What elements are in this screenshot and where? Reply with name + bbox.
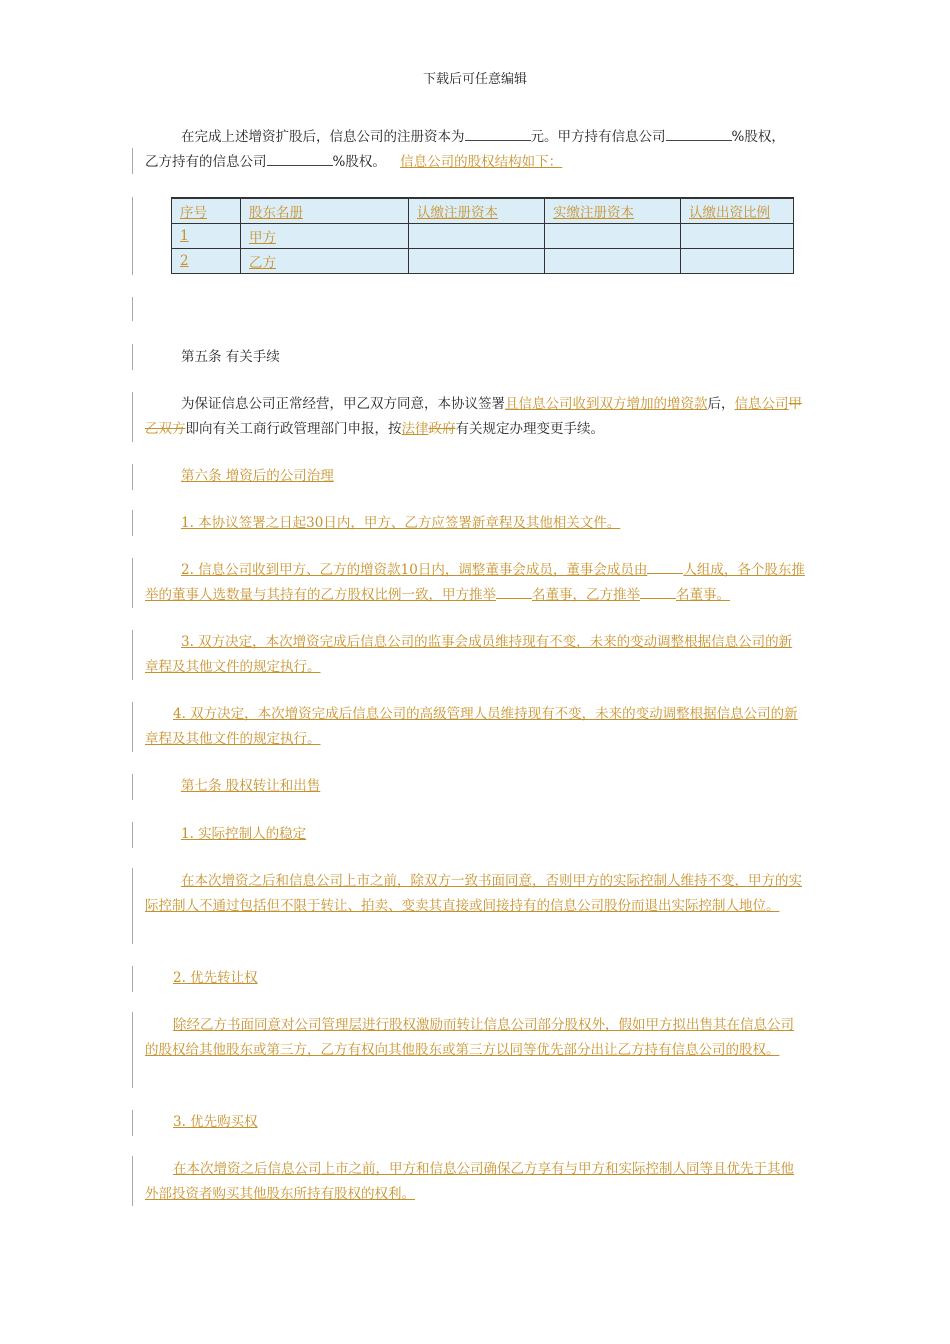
table-cell[interactable] [545, 224, 681, 249]
change-bar [132, 1110, 133, 1136]
text: 有关规定办理变更手续。 [455, 421, 604, 437]
table-header: 认缴注册资本 [409, 198, 545, 224]
change-bar [132, 464, 133, 490]
change-bar [132, 510, 133, 536]
article5-title [145, 345, 805, 370]
table-header: 实缴注册资本 [545, 198, 681, 224]
change-bar [132, 966, 133, 992]
change-bar [132, 1156, 133, 1206]
change-bar [132, 148, 133, 174]
change-bar [132, 392, 133, 442]
table-header: 序号 [172, 198, 241, 224]
inserted-text: 在本次增资之后信息公司上市之前，甲方和信息公司确保乙方享有与甲方和实际控制人同等且优先于其他外部投资者购买其他股东所持有股权的权利。 [145, 1161, 794, 1202]
inserted-text: 2. 优先转让权 [173, 970, 258, 986]
table-cell: 2 [172, 249, 241, 274]
change-bar [132, 344, 133, 370]
table-cell[interactable] [409, 249, 545, 274]
deleted-text: 甲乙双方 [145, 396, 802, 437]
article7-item3-title [145, 1110, 805, 1135]
change-bar [132, 1012, 133, 1088]
heading: 第六条 增资后的公司治理 [181, 468, 334, 484]
inserted-text: 3. 优先购买权 [173, 1114, 258, 1130]
change-bar [132, 297, 133, 321]
text: 即向有关工商行政管理部门申报，按 [185, 421, 402, 437]
change-bar [132, 822, 133, 848]
article7-item3-body [145, 1157, 805, 1207]
change-bar [132, 774, 133, 800]
heading: 第七条 股权转让和出售 [181, 778, 321, 794]
deleted-text: 政府 [428, 421, 456, 437]
article6-item1 [145, 511, 805, 536]
table-cell[interactable] [681, 224, 794, 249]
article6-item2 [145, 558, 805, 608]
blank-party-b-share[interactable] [267, 151, 333, 166]
article7-item1-title [145, 822, 805, 847]
article6-item3 [145, 630, 805, 680]
article6-item4 [145, 702, 805, 752]
change-bar [132, 558, 133, 608]
blank-party-a-share[interactable] [666, 126, 732, 141]
shareholder-table [171, 197, 794, 274]
inserted-text: 法律 [401, 421, 429, 437]
text: 元。甲方持有信息公司 [530, 129, 666, 145]
text: 在完成上述增资扩股后，信息公司的注册资本为 [181, 129, 465, 145]
inserted-text: 2. 信息公司收到甲方、乙方的增资款10日内，调整董事会成员，董事会成员由 [181, 562, 648, 578]
table-cell: 甲方 [241, 224, 409, 249]
table-cell[interactable] [409, 224, 545, 249]
inserted-text: 3. 双方决定，本次增资完成后信息公司的监事会成员维持现有不变，未来的变动调整根据信息公司的新章程及其他文件的规定执行。 [145, 634, 793, 675]
article7-title [145, 774, 805, 799]
heading: 第五条 有关手续 [181, 349, 280, 365]
article7-item1-body [145, 869, 805, 919]
blank-party-a-directors[interactable] [496, 584, 532, 599]
article7-item2-title [145, 966, 805, 991]
inserted-text: 4. 双方决定，本次增资完成后信息公司的高级管理人员维持现有不变，未来的变动调整根据信息公司的新章程及其他文件的规定执行。 [145, 706, 798, 747]
inserted-text: 1. 本协议签署之日起30日内，甲方、乙方应签署新章程及其他相关文件。 [181, 515, 621, 531]
text: %股权， [731, 129, 785, 145]
text: %股权。 [332, 154, 386, 170]
inserted-text: 在本次增资之后和信息公司上市之前，除双方一致书面同意，否则甲方的实际控制人维持不变，甲方的实际控制人不通过包括但不限于转让、拍卖、变卖其直接或间接持有的信息公司股份而退出实际控制人地位。 [145, 873, 802, 914]
article7-item2-body [145, 1013, 805, 1063]
table-header-row [172, 198, 794, 224]
change-bar [132, 197, 133, 275]
page-header: 下载后可任意编辑 [422, 72, 527, 87]
change-bar [132, 868, 133, 944]
text: 为保证信息公司正常经营，甲乙双方同意，本协议签署 [181, 396, 505, 412]
table-cell[interactable] [545, 249, 681, 274]
change-bar [132, 630, 133, 680]
inserted-text: 名董事，乙方推举 [532, 587, 640, 603]
table-cell: 1 [172, 224, 241, 249]
change-bar [132, 702, 133, 752]
table-row [172, 249, 794, 274]
capital-paragraph [145, 125, 805, 175]
table-cell: 乙方 [241, 249, 409, 274]
text: 乙方持有的信息公司 [145, 154, 267, 170]
blank-party-b-directors[interactable] [640, 584, 676, 599]
structure-intro: 信息公司的股权结构如下： [400, 154, 563, 170]
inserted-text: 且信息公司收到双方增加的增资款 [505, 396, 708, 412]
article5-body [145, 392, 805, 442]
blank-capital[interactable] [465, 126, 531, 141]
text: 后， [707, 396, 735, 412]
blank-board-size[interactable] [647, 559, 683, 574]
table-row [172, 224, 794, 249]
table-header: 认缴出资比例 [681, 198, 794, 224]
inserted-text: 信息公司 [734, 396, 789, 412]
inserted-text: 名董事。 [676, 587, 730, 603]
article6-title [145, 464, 805, 489]
inserted-text: 人组成，各个股东推举的董事人选数量与其持有的乙方股权比例一致，甲方推举 [145, 562, 805, 603]
inserted-text: 1. 实际控制人的稳定 [181, 826, 307, 842]
table-cell[interactable] [681, 249, 794, 274]
table-header: 股东名册 [241, 198, 409, 224]
inserted-text: 除经乙方书面同意对公司管理层进行股权激励而转让信息公司部分股权外，假如甲方拟出售其在信息公司的股权给其他股东或第三方，乙方有权向其他股东或第三方以同等优先部分出让乙方持有信息公司的股权。 [145, 1017, 794, 1058]
